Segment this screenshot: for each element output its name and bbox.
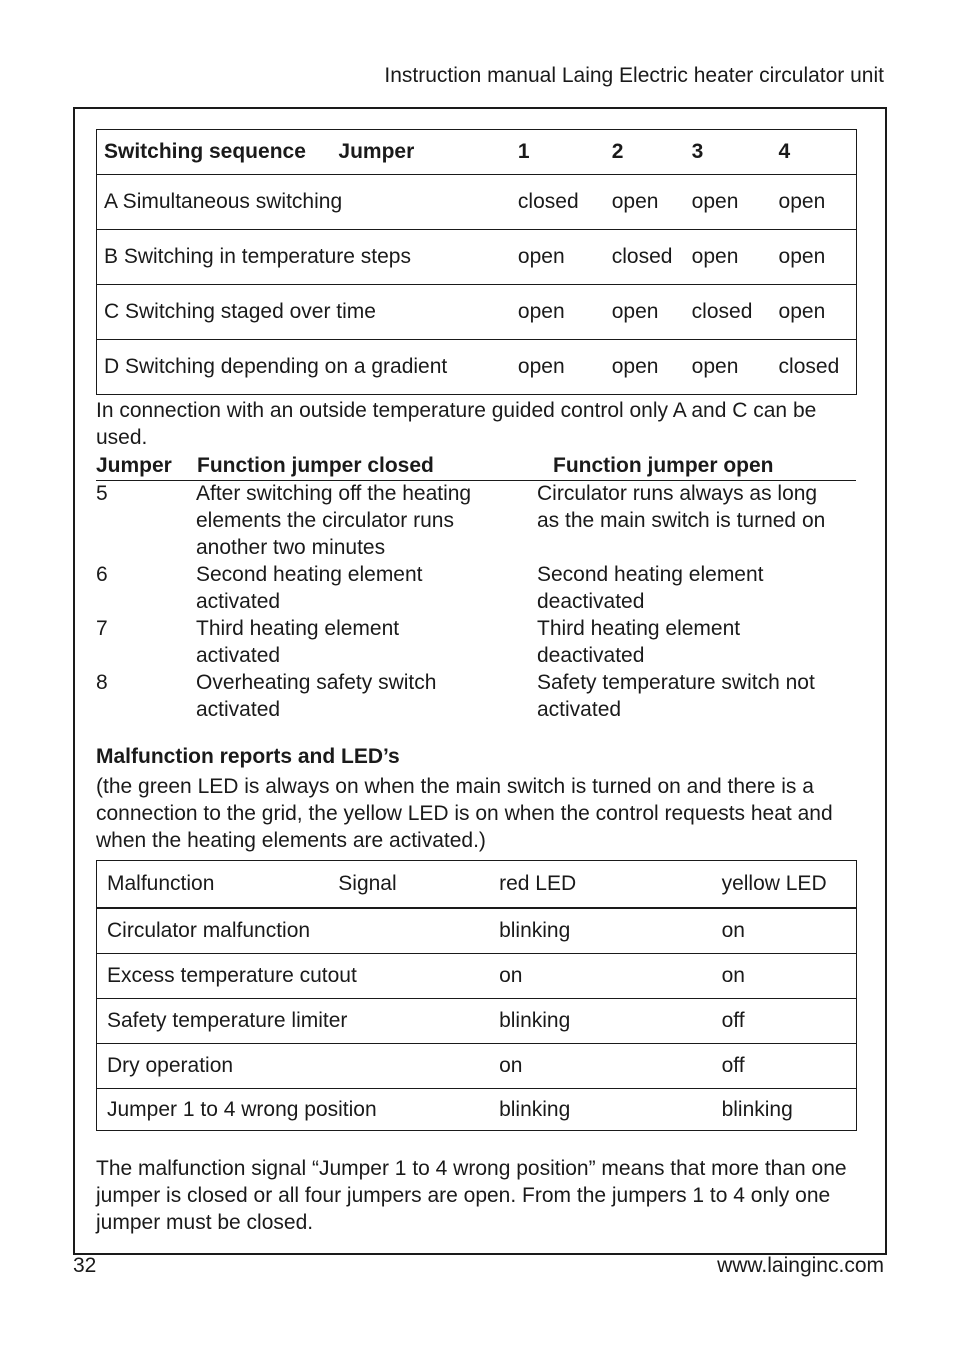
red-led-state: blinking — [489, 999, 711, 1044]
yellow-led-state: on — [712, 908, 857, 954]
table-row — [97, 285, 857, 340]
text-line: Second heating element — [196, 563, 423, 586]
yellow-led-state: off — [712, 999, 857, 1044]
closed-function — [196, 480, 537, 561]
jumper-table-header — [96, 452, 856, 481]
jumper-header: Jumper — [96, 454, 172, 477]
table-cell: open — [605, 285, 685, 340]
closed-function — [196, 615, 537, 669]
text-line: activated — [196, 644, 281, 667]
open-function — [537, 561, 856, 615]
malfunction-name: Dry operation — [97, 1044, 490, 1089]
malfunction-table — [96, 860, 857, 1131]
table-cell: open — [517, 355, 565, 378]
malfunction-name: Excess temperature cutout — [97, 954, 490, 999]
open-function — [537, 615, 856, 669]
malfunction-name: Safety temperature limiter — [97, 999, 490, 1044]
table-cell: closed — [685, 285, 772, 340]
table-cell: open — [685, 175, 772, 230]
jumper-number: 6 — [96, 563, 108, 586]
text-line: activated — [537, 698, 622, 721]
closed-function — [196, 669, 537, 723]
text-line: After switching off the heating — [196, 482, 472, 505]
text-line: Overheating safety switch — [196, 671, 437, 694]
control-note: In connection with an outside temperature guided control only A and C can be used. — [96, 399, 817, 449]
red-led-state: on — [489, 1044, 711, 1089]
closed-function — [196, 561, 537, 615]
table-cell: closed — [511, 175, 605, 230]
table-cell: closed — [778, 355, 840, 378]
table-cell: open — [685, 230, 772, 285]
table-cell: open — [605, 175, 685, 230]
switching-sequence-table — [96, 129, 857, 395]
table-cell: open — [772, 230, 857, 285]
header-cell: 3 — [685, 130, 772, 175]
table-cell: open — [772, 175, 857, 230]
page-number: 32 — [73, 1254, 97, 1277]
table-row — [97, 175, 857, 230]
yellow-led-state: off — [712, 1044, 857, 1089]
red-led-state: on — [489, 954, 711, 999]
header-cell: Malfunction — [97, 861, 329, 909]
header-cell: Signal — [328, 861, 489, 909]
jumper-number: 5 — [96, 482, 108, 505]
row-label: C Switching staged over time — [97, 285, 511, 340]
malfunction-section-title: Malfunction reports and LED’s — [96, 745, 400, 768]
header-cell: yellow LED — [712, 861, 857, 909]
closed-header: Function jumper closed — [197, 454, 434, 477]
text-line: Second heating element — [537, 563, 764, 586]
text-line: another two minutes — [196, 536, 386, 559]
yellow-led-state: on — [712, 954, 857, 999]
text-line: activated — [196, 698, 281, 721]
header-cell: 1 — [511, 130, 605, 175]
text-line: elements the circulator runs — [196, 509, 454, 532]
header-cell: 4 — [772, 130, 857, 175]
row-label: D Switching depending on a gradient — [104, 355, 448, 378]
table-cell: open — [772, 285, 857, 340]
table-row — [97, 999, 857, 1044]
red-led-state: blinking — [499, 1097, 571, 1121]
malfunction-description: (the green LED is always on when the main switch is turned on and there is a connection to the grid, the yellow LED is on when the control requests heat and when the heating elements are activated.) — [96, 775, 833, 852]
malfunction-name: Jumper 1 to 4 wrong position — [107, 1097, 377, 1121]
text-line: Third heating element — [196, 617, 400, 640]
row-label: A Simultaneous switching — [97, 175, 511, 230]
text-line: deactivated — [537, 644, 645, 667]
table-cell: open — [511, 230, 605, 285]
table-row — [96, 669, 856, 723]
open-function — [537, 480, 856, 561]
table-header-row — [97, 861, 857, 909]
table-row — [97, 1044, 857, 1089]
table-row — [97, 954, 857, 999]
open-header: Function jumper open — [553, 454, 774, 477]
jumper-table — [96, 480, 856, 723]
website-url: www.lainginc.com — [717, 1254, 884, 1277]
table-row — [97, 908, 857, 954]
table-row — [97, 230, 857, 285]
text-line: deactivated — [537, 590, 645, 613]
header-cell: red LED — [489, 861, 711, 909]
table-header-row — [97, 130, 857, 175]
table-cell: open — [691, 355, 739, 378]
text-line: activated — [196, 590, 281, 613]
table-cell: open — [511, 285, 605, 340]
text-line: as the main switch is turned on — [537, 509, 826, 532]
text-line: Circulator runs always as long — [537, 482, 818, 505]
table-row — [96, 480, 856, 561]
header-cell: Switching sequence — [97, 130, 332, 175]
yellow-led-state: blinking — [721, 1097, 793, 1121]
header-cell: Jumper — [331, 130, 511, 175]
table-row — [97, 340, 857, 395]
table-cell: closed — [605, 230, 685, 285]
text-line: Third heating element — [537, 617, 741, 640]
text-line: Safety temperature switch not — [537, 671, 815, 694]
open-function — [537, 669, 856, 723]
table-row — [96, 561, 856, 615]
malfunction-name: Circulator malfunction — [97, 908, 490, 954]
jumper-number: 8 — [96, 671, 108, 694]
red-led-state: blinking — [489, 908, 711, 954]
jumper-number: 7 — [96, 617, 108, 640]
table-row — [96, 615, 856, 669]
jumper-warning-note: The malfunction signal “Jumper 1 to 4 wrong position” means that more than one jumper is closed or all four jumpers are open. From the jumpers 1 to 4 only one jumper must be closed. — [96, 1157, 847, 1234]
table-cell: open — [611, 355, 659, 378]
table-row — [97, 1089, 857, 1131]
header-cell: 2 — [605, 130, 685, 175]
document-header-title: Instruction manual Laing Electric heater circulator unit — [384, 64, 884, 87]
row-label: B Switching in temperature steps — [97, 230, 511, 285]
